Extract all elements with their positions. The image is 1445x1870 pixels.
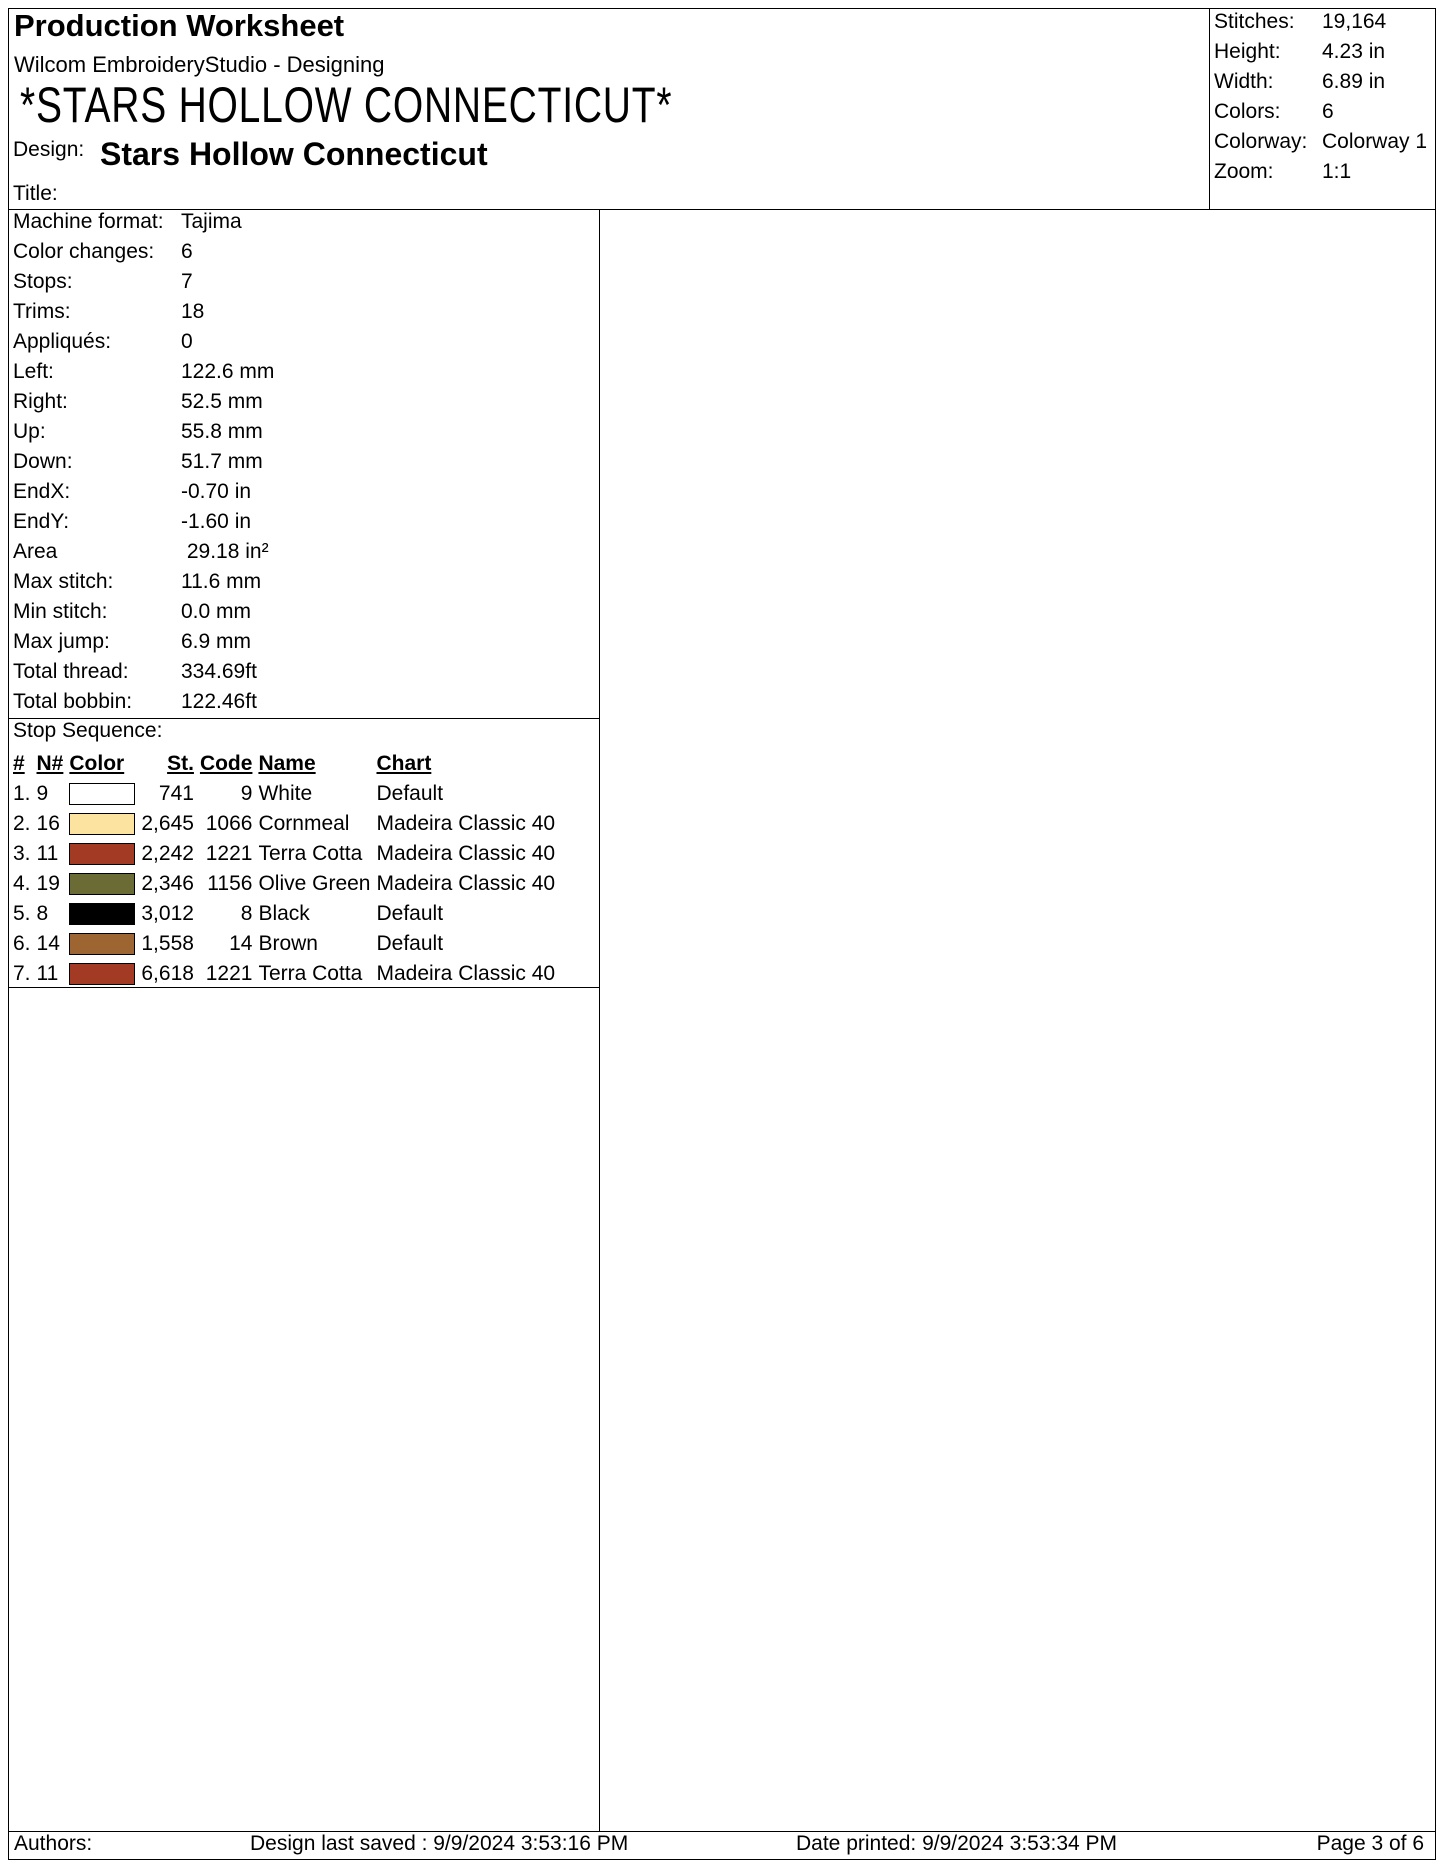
- thread-chart: Default: [376, 782, 444, 805]
- column-header-stitches: St.: [167, 752, 194, 775]
- stop-index: 2.: [13, 812, 31, 835]
- needle-number: 9: [36, 782, 49, 805]
- summary-row: [1214, 10, 1427, 40]
- color-cell: [66, 839, 138, 869]
- thread-code: 8: [240, 902, 253, 925]
- thread-code: 1066: [205, 812, 253, 835]
- summary-value: 4.23 in: [1322, 40, 1386, 63]
- thread-chart: Madeira Classic 40: [376, 842, 556, 865]
- date-printed: Date printed: 9/9/2024 3:53:34 PM: [796, 1832, 1118, 1855]
- info-row: [13, 570, 274, 600]
- last-saved: Design last saved : 9/9/2024 3:53:16 PM: [250, 1832, 629, 1855]
- thread-name: Terra Cotta: [258, 962, 363, 985]
- thread-chart: Madeira Classic 40: [376, 962, 556, 985]
- info-value: 51.7 mm: [181, 450, 263, 473]
- thread-code: 1221: [205, 962, 253, 985]
- lettering-preview: *STARS HOLLOW CONNECTICUT*: [20, 77, 673, 133]
- table-header-row: [10, 749, 558, 779]
- column-header-name: Name: [258, 752, 316, 775]
- design-summary: [1214, 10, 1427, 190]
- needle-number: 11: [36, 962, 59, 985]
- info-row: [13, 690, 274, 720]
- info-row: [13, 660, 274, 690]
- info-value: 122.6 mm: [181, 360, 275, 383]
- summary-label: Colorway:: [1214, 130, 1308, 153]
- info-row: [13, 480, 274, 510]
- info-row: [13, 300, 274, 330]
- title-label: Title:: [13, 182, 58, 205]
- info-row: [13, 420, 274, 450]
- info-row: [13, 240, 274, 270]
- color-swatch: [69, 783, 135, 805]
- summary-value: 6.89 in: [1322, 70, 1386, 93]
- info-value: 18: [181, 300, 205, 323]
- table-row: [10, 959, 558, 989]
- stop-sequence-table: [10, 749, 558, 989]
- info-value: 7: [181, 270, 193, 293]
- info-row: [13, 540, 274, 570]
- needle-number: 19: [36, 872, 60, 895]
- summary-value: 1:1: [1322, 160, 1352, 183]
- color-cell: [66, 929, 138, 959]
- table-row: [10, 929, 558, 959]
- needle-number: 8: [36, 902, 49, 925]
- stop-index: 5.: [13, 902, 31, 925]
- thread-name: Terra Cotta: [258, 842, 363, 865]
- color-cell: [66, 809, 138, 839]
- footer-divider: [8, 1831, 1436, 1832]
- summary-row: [1214, 70, 1427, 100]
- info-label: Total bobbin:: [13, 690, 133, 713]
- info-label: Max jump:: [13, 630, 110, 653]
- stop-index: 6.: [13, 932, 31, 955]
- thread-name: Brown: [258, 932, 318, 955]
- color-swatch: [69, 963, 135, 985]
- info-label: Stops:: [13, 270, 73, 293]
- info-value: -0.70 in: [181, 480, 252, 503]
- thread-name: Cornmeal: [258, 812, 350, 835]
- info-label: Down:: [13, 450, 73, 473]
- thread-code: 9: [240, 782, 253, 805]
- color-swatch: [69, 843, 135, 865]
- info-row: [13, 210, 274, 240]
- column-header-color: Color: [69, 752, 125, 775]
- thread-chart: Madeira Classic 40: [376, 872, 556, 895]
- thread-chart: Default: [376, 902, 444, 925]
- table-row: [10, 779, 558, 809]
- column-header-index: #: [13, 752, 25, 775]
- color-cell: [66, 779, 138, 809]
- info-label: Trims:: [13, 300, 71, 323]
- thread-chart: Default: [376, 932, 444, 955]
- info-value: 11.6 mm: [181, 570, 262, 593]
- info-row: [13, 330, 274, 360]
- info-value: 122.46ft: [181, 690, 257, 713]
- info-row: [13, 630, 274, 660]
- info-label: Color changes:: [13, 240, 155, 263]
- summary-label: Colors:: [1214, 100, 1281, 123]
- authors-label: Authors:: [14, 1832, 93, 1855]
- column-header-chart: Chart: [376, 752, 432, 775]
- thread-code: 14: [229, 932, 253, 955]
- color-swatch: [69, 903, 135, 925]
- info-label: Area: [13, 540, 58, 563]
- info-label: Left:: [13, 360, 54, 383]
- summary-label: Height:: [1214, 40, 1281, 63]
- info-label: Max stitch:: [13, 570, 114, 593]
- table-row: [10, 809, 558, 839]
- summary-row: [1214, 100, 1427, 130]
- summary-value: 6: [1322, 100, 1334, 123]
- info-label: EndY:: [13, 510, 70, 533]
- info-value: 55.8 mm: [181, 420, 263, 443]
- color-swatch: [69, 933, 135, 955]
- needle-number: 16: [36, 812, 60, 835]
- info-value: 52.5 mm: [181, 390, 263, 413]
- color-cell: [66, 899, 138, 929]
- stitch-count: 741: [158, 782, 194, 805]
- stop-index: 3.: [13, 842, 31, 865]
- page-number: Page 3 of 6: [1316, 1832, 1424, 1855]
- info-value: 6.9 mm: [181, 630, 252, 653]
- summary-value: Colorway 1: [1322, 130, 1428, 153]
- thread-name: Black: [258, 902, 310, 925]
- info-row: [13, 600, 274, 630]
- summary-label: Width:: [1214, 70, 1274, 93]
- summary-divider: [1209, 8, 1210, 209]
- table-row: [10, 869, 558, 899]
- summary-label: Zoom:: [1214, 160, 1274, 183]
- stitch-count: 2,645: [141, 812, 194, 835]
- thread-code: 1156: [207, 872, 253, 895]
- info-value: -1.60 in: [181, 510, 252, 533]
- color-cell: [66, 959, 138, 989]
- info-row: [13, 510, 274, 540]
- design-label: Design:: [13, 138, 85, 161]
- stitch-count: 2,346: [141, 872, 194, 895]
- stop-index: 4.: [13, 872, 31, 895]
- machine-info: [13, 210, 274, 720]
- table-row: [10, 899, 558, 929]
- stitch-count: 3,012: [141, 902, 194, 925]
- info-label: Min stitch:: [13, 600, 108, 623]
- color-swatch: [69, 813, 135, 835]
- worksheet-title: Production Worksheet: [14, 8, 345, 43]
- info-value: 0: [181, 330, 193, 353]
- summary-row: [1214, 130, 1427, 160]
- needle-number: 11: [36, 842, 59, 865]
- stop-index: 7.: [13, 962, 31, 985]
- info-value: 29.18 in²: [181, 540, 269, 563]
- design-name: Stars Hollow Connecticut: [100, 136, 488, 172]
- column-divider: [599, 209, 600, 1831]
- info-label: Appliqués:: [13, 330, 112, 353]
- info-label: EndX:: [13, 480, 71, 503]
- app-name: Wilcom EmbroideryStudio - Designing: [14, 52, 385, 77]
- stop-index: 1.: [13, 782, 31, 805]
- color-cell: [66, 869, 138, 899]
- color-swatch: [69, 873, 135, 895]
- summary-label: Stitches:: [1214, 10, 1295, 33]
- thread-name: Olive Green: [258, 872, 371, 895]
- info-value: 0.0 mm: [181, 600, 252, 623]
- summary-row: [1214, 40, 1427, 70]
- thread-chart: Madeira Classic 40: [376, 812, 556, 835]
- thread-name: White: [258, 782, 313, 805]
- stitch-count: 1,558: [141, 932, 194, 955]
- summary-value: 19,164: [1322, 10, 1387, 33]
- stitch-count: 2,242: [141, 842, 194, 865]
- column-header-needle: N#: [36, 752, 64, 775]
- info-row: [13, 390, 274, 420]
- stitch-count: 6,618: [141, 962, 194, 985]
- summary-row: [1214, 160, 1427, 190]
- info-value: 6: [181, 240, 193, 263]
- info-label: Machine format:: [13, 210, 164, 233]
- thread-code: 1221: [205, 842, 253, 865]
- table-row: [10, 839, 558, 869]
- needle-number: 14: [36, 932, 60, 955]
- info-value: Tajima: [181, 210, 242, 233]
- info-row: [13, 450, 274, 480]
- info-label: Right:: [13, 390, 68, 413]
- stop-sequence-label: Stop Sequence:: [13, 719, 163, 742]
- info-row: [13, 270, 274, 300]
- info-label: Total thread:: [13, 660, 129, 683]
- info-row: [13, 360, 274, 390]
- info-value: 334.69ft: [181, 660, 257, 683]
- column-header-code: Code: [199, 752, 253, 775]
- info-label: Up:: [13, 420, 46, 443]
